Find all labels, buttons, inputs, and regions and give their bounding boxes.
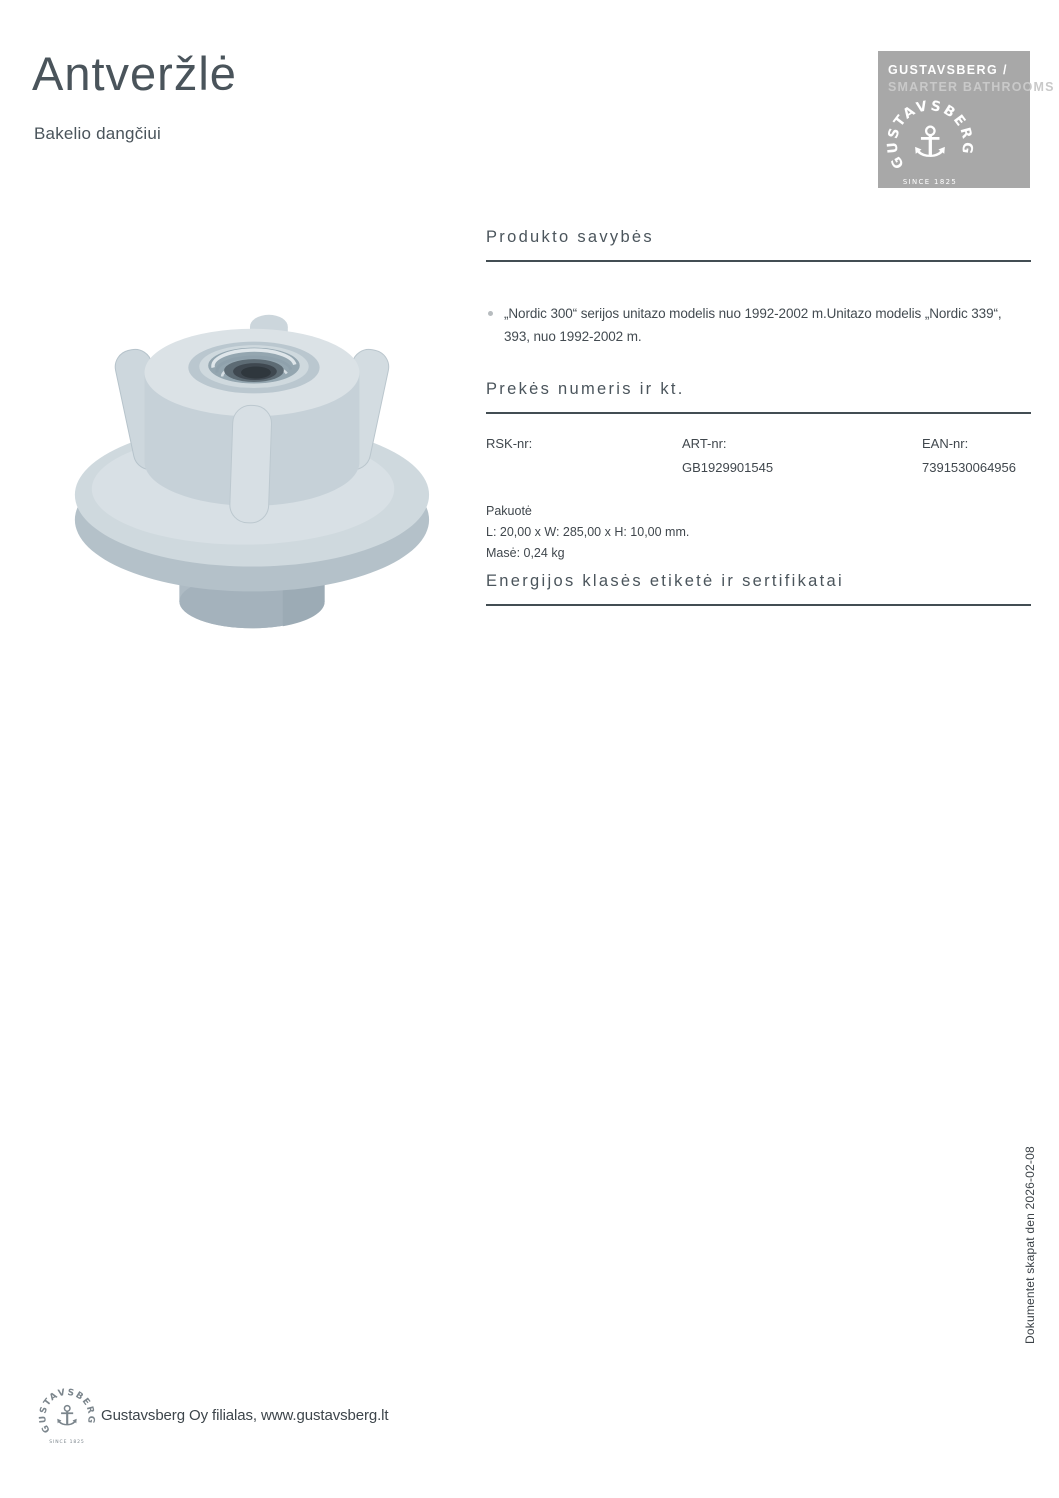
page-subtitle: Bakelio dangčiui	[34, 124, 162, 143]
footer-emblem-arc-text: GUSTAVSBERG	[38, 1387, 96, 1435]
section-rule	[486, 412, 1031, 414]
anchor-icon: ⚓	[54, 1399, 80, 1433]
brand-logo-box	[878, 51, 1055, 188]
ean-value: 7391530064956	[922, 459, 1016, 475]
footer-emblem-since-text: SINCE 1825	[49, 1440, 85, 1445]
front-lug	[229, 405, 272, 524]
page-title: Antveržlė	[32, 47, 237, 100]
section-rule	[486, 604, 1031, 606]
energy-heading: Energijos klasės etiketė ir sertifikatai	[486, 572, 844, 590]
brand-emblem	[883, 95, 977, 187]
numbers-grid	[486, 434, 1031, 477]
feature-bullet	[486, 302, 1031, 348]
package-weight: Masė: 0,24 kg	[486, 545, 565, 560]
art-label: ART-nr:	[682, 435, 727, 451]
features-heading: Produkto savybės	[486, 228, 654, 246]
footer-text: Gustavsberg Oy filialas, www.gustavsberg.lt	[101, 1407, 389, 1424]
rsk-value	[486, 458, 682, 477]
feature-bullet-text: „Nordic 300“ serijos unitazo modelis nuo 1992-2002 m.Unitazo modelis „Nordic 339“, 393, nuo 1992-2002 m.	[504, 305, 1002, 344]
brand-tagline: SMARTER BATHROOMS	[888, 80, 1055, 94]
footer-emblem	[37, 1385, 97, 1445]
document-date-note: Dokumentet skapat den 2026-02-08	[1023, 1146, 1037, 1344]
emblem-arc-text: GUSTAVSBERG	[884, 98, 976, 172]
brand-name: GUSTAVSBERG /	[888, 63, 1008, 77]
emblem-since-text: SINCE 1825	[902, 178, 958, 187]
item-numbers-section	[486, 380, 1031, 564]
product-image	[48, 310, 446, 642]
art-value: GB1929901545	[682, 459, 774, 475]
package-info	[486, 501, 1031, 564]
package-dimensions: L: 20,00 x W: 285,00 x H: 10,00 mm.	[486, 524, 690, 539]
bullet-dot-icon	[488, 311, 493, 316]
ean-label: EAN-nr:	[922, 435, 969, 451]
package-heading: Pakuotė	[486, 503, 532, 518]
anchor-icon: ⚓	[911, 117, 949, 167]
rsk-label: RSK-nr:	[486, 435, 533, 451]
features-section	[486, 228, 1031, 348]
section-rule	[486, 260, 1031, 262]
numbers-heading: Prekės numeris ir kt.	[486, 380, 685, 398]
energy-section	[486, 572, 1031, 606]
